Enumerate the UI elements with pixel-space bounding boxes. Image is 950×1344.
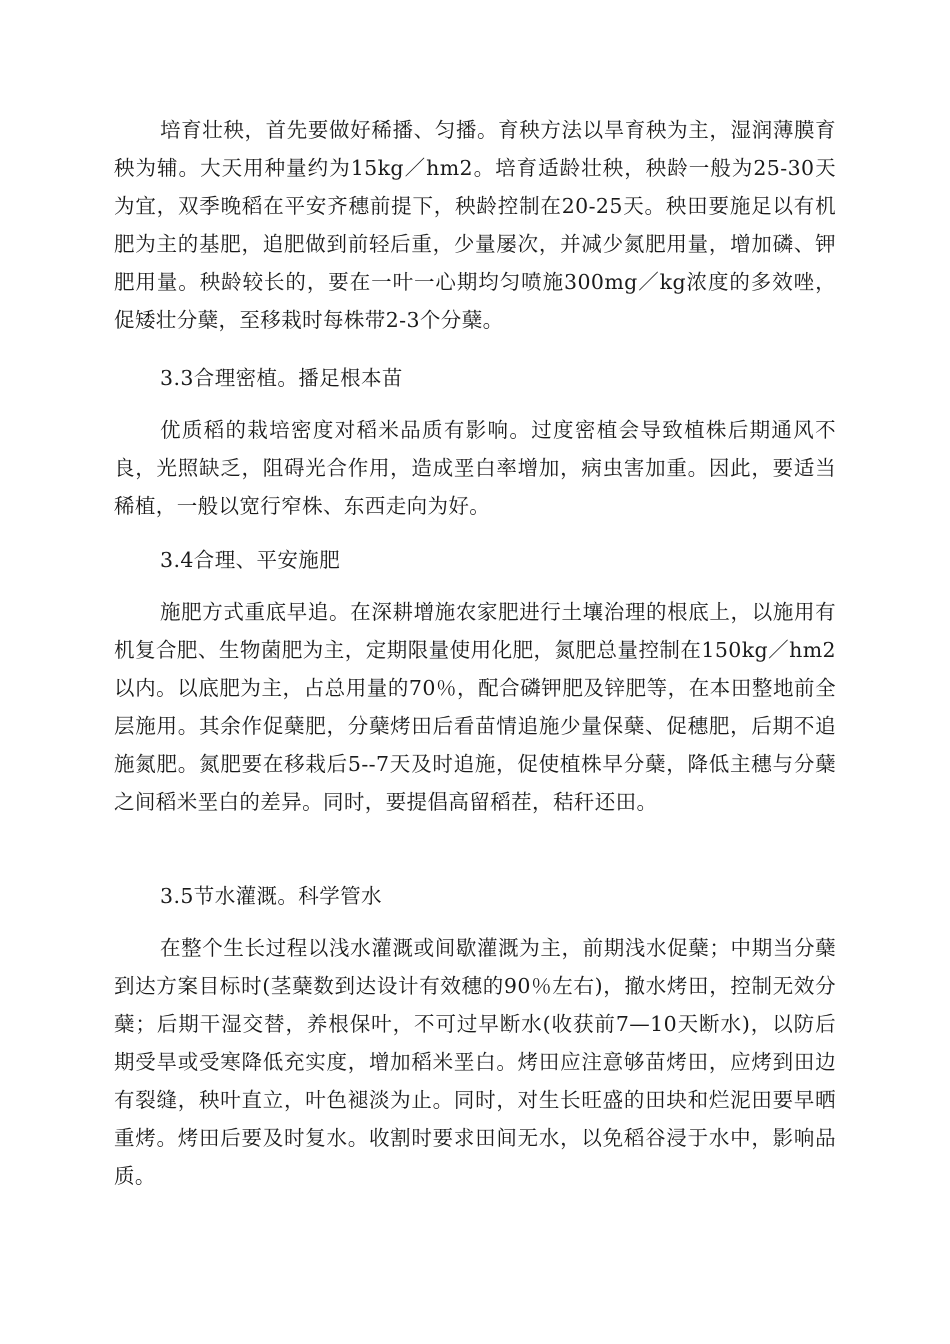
- section-heading-3-3: 3.3合理密植。播足根本苗: [160, 366, 403, 390]
- paragraph-fertilization: 施肥方式重底早追。在深耕增施农家肥进行土壤治理的根底上，以施用有机复合肥、生物菌肥为主，定期限量使用化肥，氮肥总量控制在150kg／hm2以内。以底肥为主，占总用量的70％，配合磷钾肥及锌肥等，在本田整地前全层施用。其余作促蘖肥，分蘖烤田后看苗情追施少量保蘖、促穗肥，后期不追施氮肥。氮肥要在移栽后5--7天及时追施，促使植株早分蘖，降低主穗与分蘖之间稻米垩白的差异。同时，要提倡高留稻茬，秸秆还田。: [114, 600, 836, 814]
- paragraph-planting-density: 优质稻的栽培密度对稻米品质有影响。过度密植会导致植株后期通风不良，光照缺乏，阻碍光合作用，造成垩白率增加，病虫害加重。因此，要适当稀植，一般以宽行窄株、东西走向为好。: [114, 418, 836, 518]
- paragraph-water-management: 在整个生长过程以浅水灌溉或间歇灌溉为主，前期浅水促蘖；中期当分蘖到达方案目标时(茎蘖数到达设计有效穗的90％左右)，撤水烤田，控制无效分蘖；后期干湿交替，养根保叶，不可过早断水(收获前7—10天断水)，以防后期受旱或受寒降低充实度，增加稻米垩白。烤田应注意够苗烤田，应烤到田边有裂缝，秧叶直立，叶色褪淡为止。同时，对生长旺盛的田块和烂泥田要早晒重烤。烤田后要及时复水。收割时要求田间无水，以免稻谷浸于水中，影响品质。: [114, 936, 836, 1188]
- section-heading-3-4: 3.4合理、平安施肥: [160, 548, 341, 572]
- section-heading-3-5: 3.5节水灌溉。科学管水: [160, 884, 382, 908]
- paragraph-seedling-cultivation: 培育壮秧，首先要做好稀播、匀播。育秧方法以旱育秧为主，湿润薄膜育秧为辅。大天用种量约为15kg／hm2。培育适龄壮秧，秧龄一般为25-30天为宜，双季晚稻在平安齐穗前提下，秧龄控制在20-25天。秧田要施足以有机肥为主的基肥，追肥做到前轻后重，少量屡次，并减少氮肥用量，增加磷、钾肥用量。秧龄较长的，要在一叶一心期均匀喷施300mg／kg浓度的多效唑，促矮壮分蘖，至移栽时每株带2-3个分蘖。: [114, 118, 836, 332]
